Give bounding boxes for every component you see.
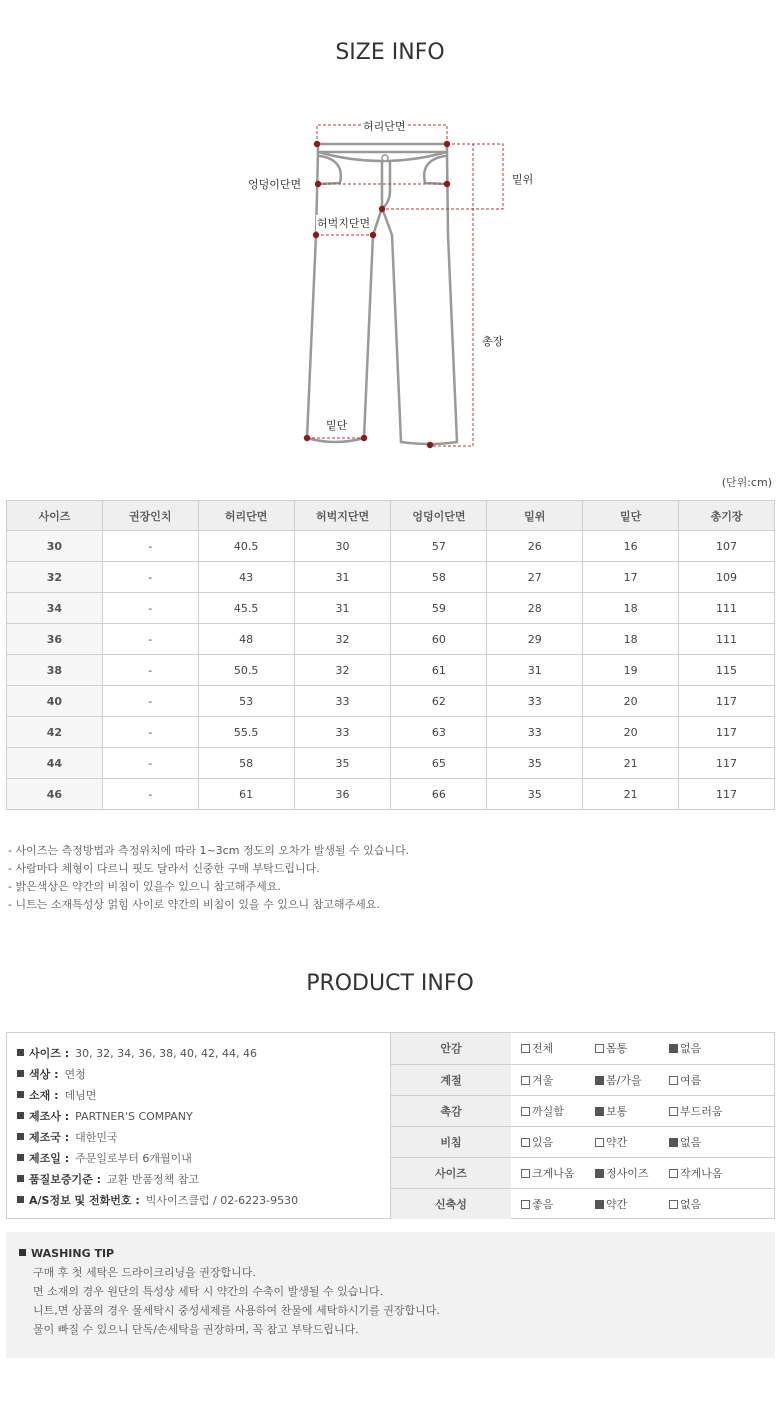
unchecked-box-icon bbox=[521, 1169, 530, 1178]
measurement-cell: - bbox=[102, 593, 198, 624]
size-row bbox=[7, 562, 775, 593]
size-cell: 32 bbox=[7, 562, 103, 593]
product-info-box bbox=[6, 1032, 775, 1219]
measurement-cell: 62 bbox=[391, 686, 487, 717]
attribute-options bbox=[511, 1188, 775, 1219]
measurement-cell: 48 bbox=[198, 624, 294, 655]
bullet-square-icon bbox=[17, 1133, 24, 1140]
measurement-cell: 55.5 bbox=[198, 717, 294, 748]
measurement-cell: 35 bbox=[487, 779, 583, 810]
option-label: 있음 bbox=[532, 1135, 554, 1149]
measurement-cell: 117 bbox=[679, 779, 775, 810]
measurement-cell: 21 bbox=[583, 748, 679, 779]
unchecked-box-icon bbox=[669, 1200, 678, 1209]
option-label: 작게나옴 bbox=[680, 1166, 723, 1180]
option-item bbox=[521, 1165, 595, 1181]
bullet-square-icon bbox=[17, 1070, 24, 1077]
option-group bbox=[521, 1072, 775, 1088]
option-label: 까실함 bbox=[532, 1104, 564, 1118]
measurement-cell: 111 bbox=[679, 624, 775, 655]
size-cell: 34 bbox=[7, 593, 103, 624]
measurement-cell: 63 bbox=[391, 717, 487, 748]
measurement-cell: 111 bbox=[679, 593, 775, 624]
measurement-cell: 61 bbox=[198, 779, 294, 810]
attributes-body bbox=[391, 1033, 775, 1219]
note-line: - 밝은색상은 약간의 비침이 있을수 있으니 참고해주세요. bbox=[8, 880, 281, 893]
measurement-cell: 29 bbox=[487, 624, 583, 655]
option-item bbox=[669, 1072, 743, 1088]
checked-box-icon bbox=[669, 1044, 678, 1053]
detail-value: 대한민국 bbox=[75, 1131, 118, 1144]
measurement-cell: 19 bbox=[583, 655, 679, 686]
option-label: 전체 bbox=[532, 1042, 554, 1056]
detail-key: 소재 : bbox=[29, 1089, 59, 1102]
bullet-square-icon bbox=[19, 1249, 26, 1256]
measurement-cell: 32 bbox=[294, 624, 391, 655]
measurement-cell: 20 bbox=[583, 686, 679, 717]
size-row bbox=[7, 779, 775, 810]
measurement-cell: - bbox=[102, 624, 198, 655]
measurement-cell: - bbox=[102, 748, 198, 779]
unchecked-box-icon bbox=[521, 1200, 530, 1209]
unchecked-box-icon bbox=[669, 1076, 678, 1085]
measurement-cell: 18 bbox=[583, 624, 679, 655]
measurement-cell: 53 bbox=[198, 686, 294, 717]
measurement-cell: - bbox=[102, 655, 198, 686]
measurement-cell: 107 bbox=[679, 531, 775, 562]
attribute-row bbox=[391, 1157, 775, 1188]
detail-value: 교환 반품정책 참고 bbox=[106, 1173, 199, 1186]
header-cell: 엉덩이단면 bbox=[391, 501, 487, 531]
thigh-label: 허벅지단면 bbox=[317, 217, 371, 230]
option-label: 봄/가을 bbox=[606, 1073, 642, 1087]
size-row bbox=[7, 717, 775, 748]
detail-key: 사이즈 : bbox=[29, 1047, 70, 1060]
measurement-cell: 43 bbox=[198, 562, 294, 593]
bullet-square-icon bbox=[17, 1196, 24, 1203]
option-item bbox=[669, 1040, 743, 1056]
measurement-cell: 33 bbox=[487, 717, 583, 748]
option-label: 보통 bbox=[606, 1104, 628, 1118]
note-line: - 사람마다 체형이 다르니 핏도 달라서 신중한 구매 부탁드립니다. bbox=[8, 862, 320, 875]
measurement-cell: 59 bbox=[391, 593, 487, 624]
size-row bbox=[7, 531, 775, 562]
unchecked-box-icon bbox=[669, 1107, 678, 1116]
option-item bbox=[669, 1134, 743, 1150]
attribute-label: 비침 bbox=[391, 1126, 511, 1157]
detail-row bbox=[17, 1106, 390, 1127]
measurement-cell: 35 bbox=[487, 748, 583, 779]
measurement-cell: 16 bbox=[583, 531, 679, 562]
attribute-options bbox=[511, 1064, 775, 1095]
washing-tip-title: WASHING TIP bbox=[31, 1247, 115, 1260]
waist-label: 허리단면 bbox=[363, 120, 406, 133]
detail-value: 빅사이즈클럽 / 02-6223-9530 bbox=[145, 1194, 299, 1207]
attribute-label: 안감 bbox=[391, 1033, 511, 1064]
header-cell: 허벅지단면 bbox=[294, 501, 391, 531]
checked-box-icon bbox=[595, 1169, 604, 1178]
option-item bbox=[595, 1040, 669, 1056]
option-group bbox=[521, 1103, 775, 1119]
measurement-cell: 17 bbox=[583, 562, 679, 593]
option-group bbox=[521, 1196, 775, 1212]
measurement-cell: 66 bbox=[391, 779, 487, 810]
option-label: 정사이즈 bbox=[606, 1166, 649, 1180]
option-item bbox=[669, 1103, 743, 1119]
detail-row bbox=[17, 1169, 390, 1190]
washing-tip-box bbox=[6, 1232, 775, 1358]
option-group bbox=[521, 1040, 775, 1056]
option-item bbox=[669, 1196, 743, 1212]
checked-box-icon bbox=[595, 1076, 604, 1085]
measurement-cell: 26 bbox=[487, 531, 583, 562]
attribute-options bbox=[511, 1033, 775, 1064]
unchecked-box-icon bbox=[669, 1169, 678, 1178]
measurement-cell: 35 bbox=[294, 748, 391, 779]
measurement-cell: 115 bbox=[679, 655, 775, 686]
option-item bbox=[521, 1134, 595, 1150]
detail-key: A/S정보 및 전화번호 : bbox=[29, 1194, 140, 1207]
measurement-cell: 33 bbox=[487, 686, 583, 717]
note-line: - 사이즈는 측정방법과 측정위치에 따라 1~3cm 정도의 오차가 발생될 수 있습니다. bbox=[8, 844, 410, 857]
bullet-square-icon bbox=[17, 1112, 24, 1119]
measurement-cell: 21 bbox=[583, 779, 679, 810]
size-cell: 38 bbox=[7, 655, 103, 686]
option-item bbox=[521, 1196, 595, 1212]
detail-row bbox=[17, 1148, 390, 1169]
option-label: 겨울 bbox=[532, 1073, 554, 1087]
size-cell: 44 bbox=[7, 748, 103, 779]
measurement-cell: 45.5 bbox=[198, 593, 294, 624]
measurement-cell: 20 bbox=[583, 717, 679, 748]
measurement-cell: 30 bbox=[294, 531, 391, 562]
measurement-cell: 31 bbox=[487, 655, 583, 686]
size-cell: 30 bbox=[7, 531, 103, 562]
size-row bbox=[7, 686, 775, 717]
bullet-square-icon bbox=[17, 1175, 24, 1182]
measurement-cell: 58 bbox=[391, 562, 487, 593]
measurement-cell: 60 bbox=[391, 624, 487, 655]
header-cell: 사이즈 bbox=[7, 501, 103, 531]
checked-box-icon bbox=[595, 1107, 604, 1116]
washing-tip-line: 구매 후 첫 세탁은 드라이크리닝을 권장합니다. bbox=[33, 1266, 256, 1279]
size-row bbox=[7, 624, 775, 655]
measurement-cell: 50.5 bbox=[198, 655, 294, 686]
attribute-label: 사이즈 bbox=[391, 1157, 511, 1188]
detail-value: PARTNER'S COMPANY bbox=[75, 1110, 193, 1123]
washing-tip-line: 니트,면 상품의 경우 물세탁시 중성세제를 사용하여 찬물에 세탁하시기를 권장합니다. bbox=[33, 1304, 440, 1317]
pants-diagram bbox=[0, 100, 780, 460]
option-item bbox=[595, 1196, 669, 1212]
hip-label: 엉덩이단면 bbox=[248, 178, 302, 191]
option-label: 약간 bbox=[606, 1197, 628, 1211]
unchecked-box-icon bbox=[521, 1044, 530, 1053]
measurement-cell: 36 bbox=[294, 779, 391, 810]
unchecked-box-icon bbox=[521, 1076, 530, 1085]
detail-row bbox=[17, 1085, 390, 1106]
attribute-row bbox=[391, 1033, 775, 1064]
product-info-title: PRODUCT INFO bbox=[306, 971, 474, 996]
option-label: 여름 bbox=[680, 1073, 702, 1087]
option-item bbox=[521, 1040, 595, 1056]
attribute-label: 계절 bbox=[391, 1064, 511, 1095]
detail-row bbox=[17, 1043, 390, 1064]
option-group bbox=[521, 1134, 775, 1150]
option-item bbox=[595, 1165, 669, 1181]
measurement-cell: 31 bbox=[294, 593, 391, 624]
option-label: 크게나옴 bbox=[532, 1166, 575, 1180]
bullet-square-icon bbox=[17, 1154, 24, 1161]
attribute-label: 촉감 bbox=[391, 1095, 511, 1126]
header-cell: 밑단 bbox=[583, 501, 679, 531]
detail-key: 제조국 : bbox=[29, 1131, 70, 1144]
detail-row bbox=[17, 1190, 390, 1211]
option-group bbox=[521, 1165, 775, 1181]
option-item bbox=[595, 1134, 669, 1150]
measurement-cell: 117 bbox=[679, 717, 775, 748]
detail-key: 품질보증기준 : bbox=[29, 1173, 101, 1186]
size-table-body bbox=[7, 531, 775, 810]
detail-row bbox=[17, 1127, 390, 1148]
hem-label: 밑단 bbox=[326, 419, 348, 432]
detail-value: 데님면 bbox=[64, 1089, 97, 1102]
attribute-row bbox=[391, 1095, 775, 1126]
header-cell: 총기장 bbox=[679, 501, 775, 531]
measurement-cell: - bbox=[102, 779, 198, 810]
option-label: 없음 bbox=[680, 1135, 702, 1149]
attribute-row bbox=[391, 1126, 775, 1157]
measurement-cell: - bbox=[102, 562, 198, 593]
option-item bbox=[669, 1165, 743, 1181]
pants-outline bbox=[0, 100, 780, 460]
size-table-header bbox=[7, 501, 775, 531]
washing-tip-heading bbox=[19, 1247, 775, 1260]
measurement-cell: 57 bbox=[391, 531, 487, 562]
option-item bbox=[595, 1072, 669, 1088]
measurement-cell: 32 bbox=[294, 655, 391, 686]
measurement-cell: - bbox=[102, 531, 198, 562]
detail-value: 연청 bbox=[64, 1068, 86, 1081]
measurement-cell: 18 bbox=[583, 593, 679, 624]
size-info-title: SIZE INFO bbox=[335, 40, 445, 65]
size-cell: 42 bbox=[7, 717, 103, 748]
detail-value: 주문일로부터 6개월이내 bbox=[75, 1152, 192, 1165]
option-label: 약간 bbox=[606, 1135, 628, 1149]
unit-note: (단위:cm) bbox=[721, 476, 772, 489]
measurement-cell: 40.5 bbox=[198, 531, 294, 562]
size-cell: 40 bbox=[7, 686, 103, 717]
header-cell: 권장인치 bbox=[102, 501, 198, 531]
measurement-cell: 31 bbox=[294, 562, 391, 593]
detail-key: 색상 : bbox=[29, 1068, 59, 1081]
detail-key: 제조일 : bbox=[29, 1152, 70, 1165]
measurement-cell: 27 bbox=[487, 562, 583, 593]
attribute-row bbox=[391, 1064, 775, 1095]
length-label: 총장 bbox=[482, 335, 504, 348]
option-item bbox=[521, 1072, 595, 1088]
unchecked-box-icon bbox=[595, 1138, 604, 1147]
measurement-cell: 58 bbox=[198, 748, 294, 779]
option-label: 몸통 bbox=[606, 1042, 628, 1056]
size-cell: 46 bbox=[7, 779, 103, 810]
measurement-cell: 117 bbox=[679, 686, 775, 717]
header-cell: 허리단면 bbox=[198, 501, 294, 531]
option-label: 좋음 bbox=[532, 1197, 554, 1211]
attribute-row bbox=[391, 1188, 775, 1219]
washing-tip-line: 물이 빠질 수 있으니 단독/손세탁을 권장하며, 꼭 참고 부탁드립니다. bbox=[33, 1323, 359, 1336]
detail-row bbox=[17, 1064, 390, 1085]
detail-value: 30, 32, 34, 36, 38, 40, 42, 44, 46 bbox=[75, 1047, 258, 1060]
option-item bbox=[595, 1103, 669, 1119]
measurement-cell: 61 bbox=[391, 655, 487, 686]
measurement-cell: - bbox=[102, 686, 198, 717]
note-line: - 니트는 소재특성상 얽힘 사이로 약간의 비침이 있을 수 있으니 참고해주세요. bbox=[8, 898, 380, 911]
checked-box-icon bbox=[669, 1138, 678, 1147]
header-cell: 밑위 bbox=[487, 501, 583, 531]
size-row bbox=[7, 655, 775, 686]
detail-key: 제조사 : bbox=[29, 1110, 70, 1123]
attribute-options bbox=[511, 1095, 775, 1126]
attribute-options bbox=[511, 1157, 775, 1188]
measurement-cell: - bbox=[102, 717, 198, 748]
rise-label: 밑위 bbox=[512, 173, 534, 186]
bullet-square-icon bbox=[17, 1091, 24, 1098]
unchecked-box-icon bbox=[521, 1138, 530, 1147]
attribute-label: 신축성 bbox=[391, 1188, 511, 1219]
measurement-cell: 28 bbox=[487, 593, 583, 624]
measurement-cell: 33 bbox=[294, 686, 391, 717]
measurement-cell: 109 bbox=[679, 562, 775, 593]
size-row bbox=[7, 593, 775, 624]
bullet-square-icon bbox=[17, 1049, 24, 1056]
size-row bbox=[7, 748, 775, 779]
product-attributes bbox=[391, 1033, 775, 1219]
option-label: 없음 bbox=[680, 1197, 702, 1211]
checked-box-icon bbox=[595, 1200, 604, 1209]
washing-tip-line: 면 소재의 경우 원단의 특성상 세탁 시 약간의 수축이 발생될 수 있습니다. bbox=[33, 1285, 384, 1298]
product-details bbox=[7, 1033, 391, 1218]
measurement-cell: 33 bbox=[294, 717, 391, 748]
measurement-cell: 65 bbox=[391, 748, 487, 779]
measurement-cell: 117 bbox=[679, 748, 775, 779]
attribute-options bbox=[511, 1126, 775, 1157]
option-item bbox=[521, 1103, 595, 1119]
option-label: 부드러움 bbox=[680, 1104, 723, 1118]
unchecked-box-icon bbox=[521, 1107, 530, 1116]
unchecked-box-icon bbox=[595, 1044, 604, 1053]
size-table bbox=[6, 500, 775, 810]
size-cell: 36 bbox=[7, 624, 103, 655]
size-notes bbox=[8, 842, 409, 914]
option-label: 없음 bbox=[680, 1042, 702, 1056]
